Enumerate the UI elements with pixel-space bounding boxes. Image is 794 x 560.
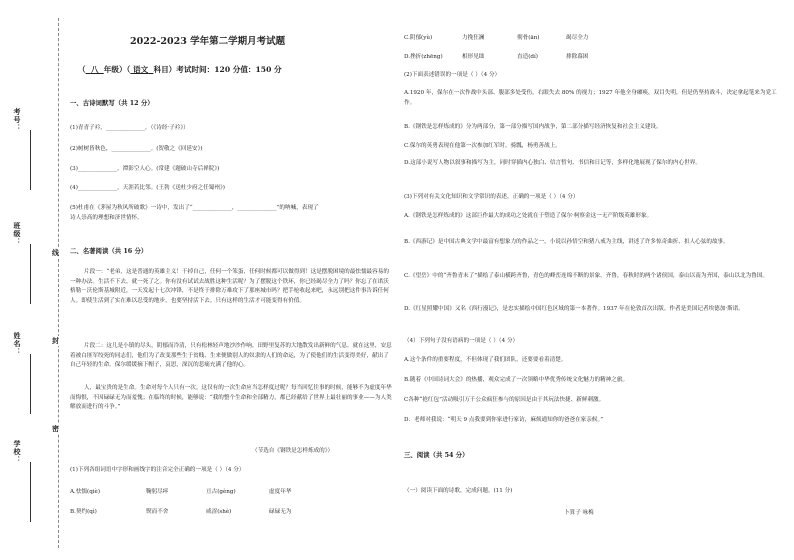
grade-open: （ [78, 65, 86, 74]
poem-item-2: (2)树树皆秋色，______________。(贺敬之《回延安》) [70, 146, 203, 152]
option-1a-word-1[interactable]: A.怯懦(qiè) [70, 489, 101, 495]
option-2a[interactable]: A.1920 年，保尔在一次作战中头部、腹部多处受伤，右眼失去 80% 的视力；1927 年他全身瘫痪，双目失明，但是仍坚持战斗，决定拿起笔来为党工作。 [404, 90, 777, 106]
school-field[interactable] [30, 462, 31, 522]
name-label: 姓名： [13, 332, 22, 356]
excerpt-1: 片段一：“老弟，这是普通的英雄主义！干掉自己，任何一个笨蛋，任何时候都可以做得到！这是摆脱困境的最怯懦最容易的一种办法。生活不下去，就一死了之。你有没有试试去战胜这种生活呢？为了摆脱这个铁环，你已经竭尽全力了吗？你忘了在诺沃格勒－沃伦斯基城附近，一天发起十七次冲锋，不是终于排除万难攻下了那座城市吗？把手枪收起来吧，永远别把这件事告诉任何人。即使生活到了实在难以忍受的地步，也要坚持活下去。只有这样的生活才可能变得有价值。 [70, 269, 389, 304]
option-4d[interactable]: D．老师对我说：“明天 9 点我要到你家进行家访，麻烦通知你的爸爸在家亲候。” [404, 417, 604, 423]
exam-number-label: 考号： [13, 108, 22, 132]
option-3d[interactable]: D.《红星照耀中国》又名《西行漫记》，是忠实描绘中国红色区域的第一本著作。1937 年在伦敦首次出版。作者是美国记者埃德加·斯诺。 [404, 306, 744, 312]
option-1c-word-2: 力挽狂澜 [462, 35, 485, 41]
poem-item-5: (5)杜甫在《茅屋为秋风所破歌》一诗中，发出了“______________，______________”的呐喊，表现了 [70, 205, 319, 211]
section2-heading: 二、名著阅读（共 16 分） [70, 247, 148, 255]
option-1d-word-3: 直造(dí) [517, 54, 538, 60]
question-4: （4）下列句子没有语病的一项是（ ）（4 分） [404, 338, 519, 344]
question-3: (3)下列对有关文化知识和文学常识的表述，正确的一项是（ ）（4 分） [404, 194, 579, 200]
exam-subtitle [78, 66, 282, 74]
option-3a[interactable]: A.《钢铁是怎样炼成的》这部巨作最大的成功之处就在于塑造了保尔·柯察金这一无产阶级英雄形象。 [404, 213, 653, 219]
subject-text: 语文 [133, 65, 149, 74]
subject-value [130, 65, 153, 74]
class-field[interactable] [30, 244, 31, 304]
option-4c[interactable]: C各种“抢红包”活动吸引万千公众疯狂参与的原因是由于其玩法快捷、新鲜刺激。 [404, 397, 605, 403]
excerpt-2: 片段二：这儿是小镇的尽头，阴郁而冷清，只有松林轻声地沙沙作响。田野里复苏的大地散发出新鲜的气息。就在这里，安息着被白匪军绞死的同志们，他们为了改变那些生于贫贱、生来便做别人的奴隶的人们的命运，为了使他们的生活变得美好，献出了自己年轻的生命。保尔缓缓摘下帽子，哀思，深沉的悲痛充满了他的心。 [70, 343, 392, 368]
section3-heading: 三、阅读（共 54 分） [404, 451, 469, 459]
option-2b[interactable]: B.《钢铁是怎样炼成的》分为两部分，第一部分描写国内战争，第二部分描写经济恢复和社会主义建设。 [404, 124, 662, 130]
class-label: 班级： [13, 222, 22, 246]
poem-item-4: (4)______________，天涯若比邻。(王勃《送杜少府之任蜀州》) [70, 185, 225, 191]
name-field[interactable] [30, 354, 31, 414]
subject-suffix: 科目） [153, 65, 177, 74]
seal-mark-seal: 封 [52, 336, 59, 345]
option-1d-word-2: 相形见绌 [462, 54, 485, 60]
option-4a[interactable]: A.这个条件的重要程度，不但体现了我们团队，还要要看着清楚。 [404, 357, 567, 363]
option-1d-word-4: 排除幕困 [566, 54, 589, 60]
option-1c-word-1[interactable]: C.阴郁(yù) [404, 35, 433, 41]
option-2c[interactable]: C.保尔的英勇表现在他第一次参加红军时，骑瓢，杨勇善战上。 [404, 143, 561, 149]
exam-title: 2022-2023 学年第二学期月考试题 [130, 36, 286, 47]
option-4b[interactable]: B.随着《中国诗词大会》的热播，观众完成了一次领略中华优秀传统文化魅力的精神之旅。 [404, 377, 629, 383]
question-2: (2)下面表述错误的一项是（ ）（4 分） [404, 72, 501, 78]
section1-heading: 一、古诗词默写（共 12 分） [70, 99, 154, 107]
option-3b[interactable]: B.《西游记》是中国古典文学中最富有想象力的作品之一，小说以孙悟空和猪八戒为主线，讲述了许多惊奇曲折、扣人心弦的故事。 [404, 239, 729, 245]
option-1a-word-3: 亘古(gèng) [206, 489, 236, 495]
poem-item-1: (1)青青子衿，______________。（《诗经·子衿》） [70, 125, 189, 131]
option-2d[interactable]: D.这部小说写人物以叙事和描写为主，同时穿插内心独白、信言暂句、书信和日记等，多样化地展现了保尔的内心世界。 [404, 160, 701, 166]
reading-part1-instruction: （一）阅读下面的诗歌，完成问题。(11 分) [404, 488, 513, 494]
binding-margin [0, 0, 60, 560]
option-1d-word-1[interactable]: D.挫折(zhēng) [404, 54, 443, 60]
grade-suffix: 年级）（ [103, 65, 131, 74]
excerpt-3: 人，最宝贵的是生命。生命对每个人只有一次。这仅有的一次生命应当怎样度过呢？每当回忆往事的时候，能够不为虚度年华而悔恨，不因碌碌无为而羞愧；在临终的时候，能够说：“我的整个生命和全部精力，都已经献给了世界上最壮丽的事业——为人类解放而进行的斗争。” [70, 385, 392, 410]
option-1c-word-4: 竭尽全力 [566, 35, 589, 41]
grade-value [86, 65, 104, 74]
poem-item-3: (3)______________，潭影空人心。(常建《题破山寺后禅院》) [70, 166, 220, 172]
grade-text: 八 [90, 65, 99, 74]
seal-mark-secret: 密 [52, 424, 59, 433]
option-3c[interactable]: C.《望岳》中的“齐鲁青未了”描绘了泰山横跨齐鲁，青色的峰峦连绵不断的景象。齐鲁，春秋时的两个诸侯国，泰山以南为齐国，泰山以北为鲁国。 [404, 273, 768, 279]
option-1a-word-2: 鞠躬尽瘁 [146, 489, 169, 495]
option-1b-word-3: 咸涩(shè) [206, 509, 232, 515]
option-1b-word-2: 锲而不舍 [146, 509, 169, 515]
cut-line [58, 18, 59, 548]
exam-number-field[interactable] [30, 130, 31, 190]
question-1: (1)下列各组词语中字形和画线字的注音完全正确的一项是（ ）（4 分） [70, 467, 245, 473]
exam-time-score: 考试时间：120 分值：150 分 [176, 65, 282, 74]
poem-item-5-cont: 诗人崇高的理想和济世情怀。 [70, 215, 143, 221]
excerpt-source: （节选自《钢铁是怎样炼成的》） [252, 448, 334, 454]
option-1c-word-3: 彻骨(ān) [517, 35, 540, 41]
school-label: 学校： [13, 440, 22, 464]
seal-mark-line: 线 [52, 248, 59, 257]
poem-title: 卜算子 咏梅 [564, 510, 594, 516]
option-1a-word-4: 虚度年华 [269, 489, 292, 495]
option-1b-word-4: 碌碌无为 [269, 509, 292, 515]
option-1b-word-1[interactable]: B.契约(qì) [70, 509, 97, 515]
